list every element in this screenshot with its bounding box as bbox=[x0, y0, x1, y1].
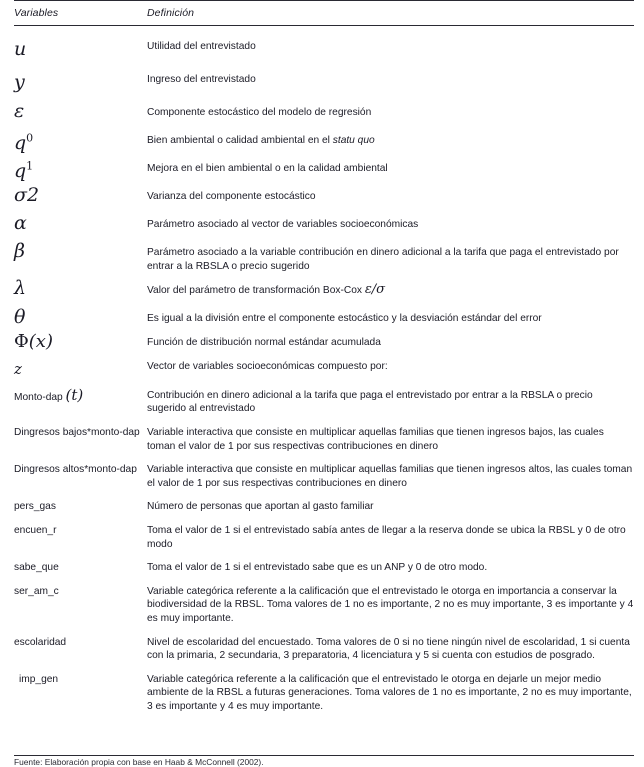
inline-math-epsilon-over-sigma: ε/σ bbox=[364, 282, 386, 298]
table-header-row bbox=[14, 1, 634, 26]
symbol-glyph: β bbox=[14, 240, 25, 262]
definition-theta: Es igual a la división entre el componente estocástico y la desviación estándar del error bbox=[147, 312, 542, 324]
variable-monto-dap bbox=[14, 379, 147, 416]
definition-z: Vector de variables socioeconómicas compuesto por: bbox=[147, 360, 388, 372]
definition-escolaridad: Nivel de escolaridad del encuestado. Toma valores de 0 si no tiene ningún nivel de escolaridad, 1 si cuenta con la primaria, 2 secundaria, 3 preparatoria, 4 licenciatura y 5 si cuenta con estudios de posgrado. bbox=[147, 636, 630, 662]
symbol-glyph: α bbox=[14, 212, 27, 234]
definition-sigma2: Varianza del componente estocástico bbox=[147, 191, 316, 202]
definition-phi-x: Función de distribución normal estándar acumulada bbox=[147, 336, 381, 348]
table-row bbox=[14, 92, 634, 120]
table-row bbox=[14, 551, 634, 575]
variable-dingresos-bajos: Dingresos bajos*monto-dap bbox=[14, 426, 140, 438]
table-row bbox=[14, 153, 634, 181]
table-header bbox=[14, 1, 634, 26]
column-header-definicion: Definición bbox=[147, 7, 195, 19]
table-row bbox=[14, 490, 634, 514]
table-row bbox=[14, 326, 634, 350]
variable-symbol-beta bbox=[14, 232, 147, 273]
symbol-base: q bbox=[14, 160, 27, 182]
definition-y bbox=[147, 59, 634, 92]
table-row bbox=[14, 663, 634, 714]
table-row bbox=[14, 204, 634, 232]
definition-imp-gen: Variable categórica referente a la calificación que el entrevistado le otorga en dejarle un mejor medio ambiente de la RBSL a futuras generaciones. Toma valores de 1 no es importante, 2 no es muy importante, 3 es importante y 4 es muy importante. bbox=[147, 673, 632, 712]
definition-text: Ingreso del entrevistado bbox=[147, 74, 256, 85]
definition-text: Valor del parámetro de transformación Box-Cox bbox=[147, 285, 365, 297]
symbol-glyph: θ bbox=[14, 305, 26, 328]
table-row bbox=[14, 626, 634, 663]
table-bottom-rule bbox=[14, 755, 634, 756]
variable-symbol-alpha bbox=[14, 204, 147, 232]
variables-definitions-table bbox=[14, 0, 634, 713]
definition-text: Bien ambiental o calidad ambiental en el bbox=[147, 135, 333, 146]
definition-lambda bbox=[147, 273, 634, 298]
variable-symbol-epsilon bbox=[14, 92, 147, 120]
variable-symbol-theta bbox=[14, 298, 147, 326]
symbol-glyph: ε bbox=[14, 100, 25, 122]
table-row bbox=[14, 350, 634, 379]
definition-q1: Mejora en el bien ambiental o en la calidad ambiental bbox=[147, 163, 388, 174]
definition-monto-dap: Contribución en dinero adicional a la tarifa que paga el entrevistado por entrar a la RBSLA o precio sugerido al entrevistado bbox=[147, 389, 593, 415]
symbol-argument: x bbox=[35, 330, 46, 352]
table-row bbox=[14, 453, 634, 490]
table-row bbox=[14, 416, 634, 453]
definition-ser-am-c: Variable categórica referente a la calificación que el entrevistado le otorga en importancia a conservar la biodiversidad de la RBSL. Toma valores de 1 no es importante, 2 no es muy importante, 3 es importante y 4 es muy importante. bbox=[147, 585, 634, 624]
symbol-glyph: λ bbox=[14, 277, 27, 300]
definition-q0 bbox=[147, 120, 634, 153]
table-source-note: Fuente: Elaboración propia con base en Haab & McConnell (2002). bbox=[14, 757, 264, 767]
symbol-superscript: 1 bbox=[26, 159, 34, 173]
symbol-glyph bbox=[14, 159, 34, 182]
table-body bbox=[14, 26, 634, 714]
definition-sabe-que: Toma el valor de 1 si el entrevistado sabe que es un ANP y 0 de otro modo. bbox=[147, 562, 488, 574]
definition-emphasis: statu quo bbox=[332, 135, 375, 146]
definition-dingresos-altos: Variable interactiva que consiste en multiplicar aquellas familias que tienen ingresos altos, las cuales toman el valor de 1 por sus respectivas contribuciones en dinero bbox=[147, 464, 633, 489]
table-row bbox=[14, 298, 634, 326]
variable-ser-am-c: ser_am_c bbox=[14, 585, 59, 597]
variable-pers-gas: pers_gas bbox=[14, 501, 56, 513]
table-row bbox=[14, 232, 634, 273]
variable-symbol-z bbox=[14, 350, 147, 379]
definition-epsilon: Componente estocástico del modelo de regresión bbox=[147, 107, 372, 118]
variable-math-t: (t) bbox=[65, 385, 84, 404]
symbol-superscript: 0 bbox=[26, 131, 34, 145]
symbol-base: σ bbox=[14, 184, 27, 206]
table-row bbox=[14, 59, 634, 92]
symbol-glyph: Φ(x) bbox=[14, 330, 53, 352]
table-row bbox=[14, 514, 634, 551]
variable-symbol-lambda bbox=[14, 273, 147, 298]
table-row bbox=[14, 273, 634, 298]
variable-imp-gen: imp_gen bbox=[19, 673, 59, 685]
symbol-superscript: 2 bbox=[26, 184, 40, 206]
symbol-glyph: y bbox=[14, 71, 25, 93]
variable-encuen-r: encuen_r bbox=[14, 524, 57, 536]
variable-symbol-q0 bbox=[14, 120, 147, 153]
variable-symbol-phi-x bbox=[14, 326, 147, 350]
variable-sabe-que: sabe_que bbox=[14, 562, 59, 574]
symbol-glyph: u bbox=[14, 38, 27, 60]
variable-symbol-sigma2 bbox=[14, 181, 147, 204]
variable-symbol-q1 bbox=[14, 153, 147, 181]
variable-symbol-u bbox=[14, 26, 147, 60]
variable-escolaridad: escolaridad bbox=[14, 636, 67, 648]
table-row bbox=[14, 26, 634, 60]
definition-dingresos-bajos: Variable interactiva que consiste en multiplicar aquellas familias que tienen ingresos bajos, las cuales toman el valor de 1 por sus respectivas contribuciones en dinero bbox=[147, 426, 604, 452]
variable-label: Monto-dap bbox=[14, 391, 66, 403]
definition-beta: Parámetro asociado a la variable contribución en dinero adicional a la tarifa que paga el entrevistado por entrar a la RBSLA o precio sugerido bbox=[147, 247, 619, 272]
table-row bbox=[14, 379, 634, 416]
table-row bbox=[14, 120, 634, 153]
definition-encuen-r: Toma el valor de 1 si el entrevistado sabía antes de llegar a la reserva donde se ubica la RBSL y 0 de otro modo bbox=[147, 524, 626, 550]
symbol-glyph: z bbox=[14, 359, 22, 378]
variable-dingresos-altos: Dingresos altos*monto-dap bbox=[14, 464, 137, 476]
symbol-glyph bbox=[14, 131, 34, 154]
definition-u: Utilidad del entrevistado bbox=[147, 41, 256, 52]
symbol-base: q bbox=[14, 132, 27, 154]
definition-alpha: Parámetro asociado al vector de variables socioeconómicas bbox=[147, 219, 419, 230]
table-row bbox=[14, 575, 634, 626]
variable-symbol-y bbox=[14, 59, 147, 92]
column-header-variables: Variables bbox=[14, 7, 59, 19]
table-row bbox=[14, 181, 634, 204]
symbol-glyph bbox=[14, 184, 39, 206]
definition-pers-gas: Número de personas que aportan al gasto familiar bbox=[147, 501, 374, 513]
